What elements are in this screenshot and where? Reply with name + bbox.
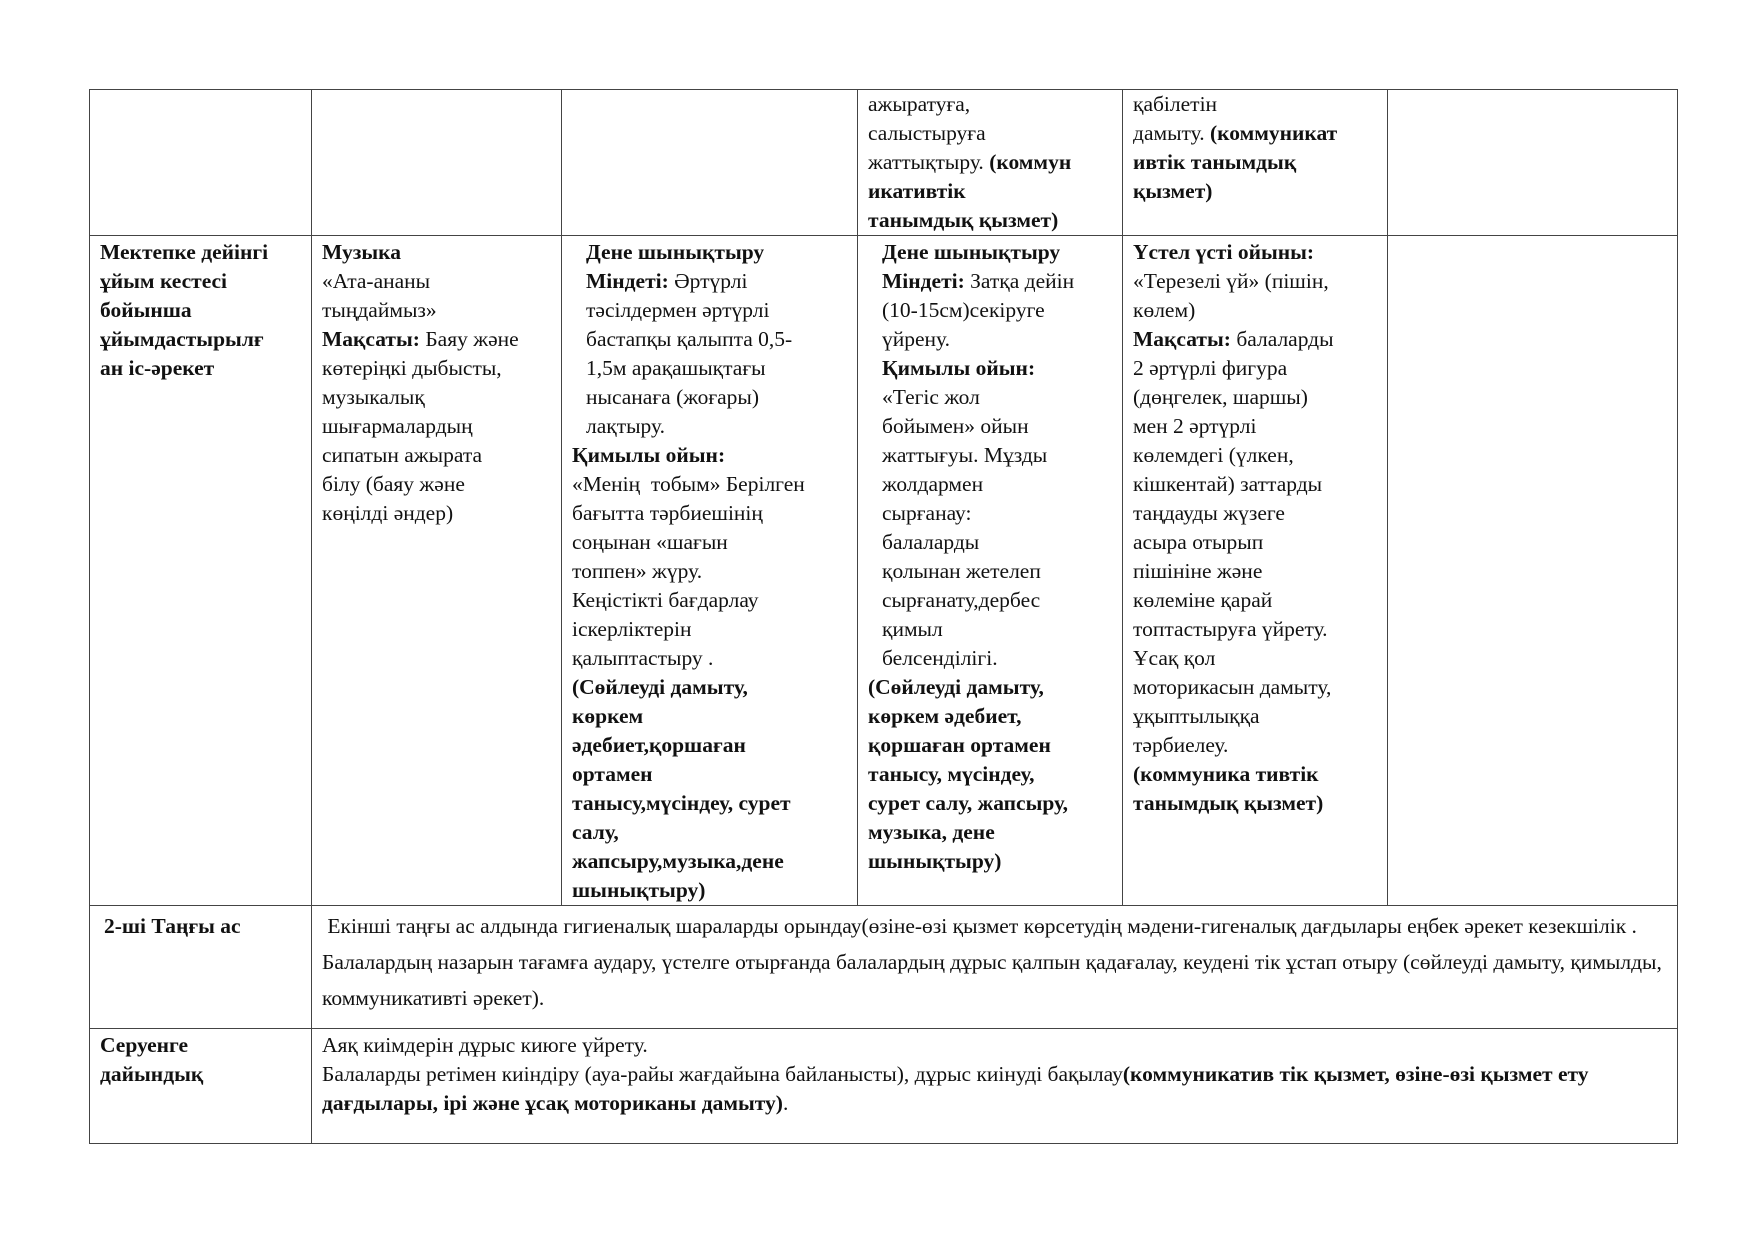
text-line: Аяқ киімдерін дұрыс киюге үйрету. <box>322 1033 648 1057</box>
text-line: асыра отырып <box>1133 530 1264 554</box>
row-header <box>90 236 312 906</box>
text-line: ұқыптылыққа <box>1133 704 1260 728</box>
bold-text: танымдық қызмет) <box>868 208 1059 232</box>
row-header <box>90 1029 312 1144</box>
row-header-line: ұйым кестесі <box>100 269 228 293</box>
text-line: тыңдаймыз» <box>322 298 437 322</box>
text-line: қабілетін <box>1133 92 1218 116</box>
goal-label: Мақсаты: <box>1133 327 1231 351</box>
text-line: қолынан жетелеп <box>882 559 1041 583</box>
text-line: іскерліктерін <box>572 617 692 641</box>
text-line: балаларды <box>1236 327 1334 351</box>
bold-text: (коммуникат <box>1210 121 1338 145</box>
activity-title: Дене шынықтыру <box>586 240 765 264</box>
bold-text: (коммун <box>989 150 1072 174</box>
text-line: салыстыруға <box>868 121 986 145</box>
text-line: бағытта тәрбиешінің <box>572 501 763 525</box>
text-line: музыкалық <box>322 385 425 409</box>
table-cell <box>1123 90 1388 236</box>
activity-title: Музыка <box>322 240 401 264</box>
bold-text: ивтік танымдық <box>1133 150 1297 174</box>
text-line: жаттықтыру. <box>868 150 990 174</box>
table-row <box>90 236 1678 906</box>
row-header-line: ұйымдастырылғ <box>100 327 264 351</box>
bold-text: сурет салу, жапсыру, <box>868 791 1069 815</box>
bold-text: музыка, дене <box>868 820 995 844</box>
schedule-table <box>89 89 1678 1144</box>
table-cell <box>90 90 312 236</box>
bold-text: (коммуника тивтік <box>1133 762 1319 786</box>
text-line: (10-15см)секіруге <box>882 298 1045 322</box>
music-cell <box>312 236 562 906</box>
game-label: Қимылы ойын: <box>572 443 726 467</box>
text-line: тәсілдермен әртүрлі <box>586 298 770 322</box>
text-line: белсенділігі. <box>882 646 998 670</box>
text-line: көлем) <box>1133 298 1196 322</box>
text-line: . <box>782 1091 789 1115</box>
row-header-text: 2-ші Таңғы ас <box>104 914 241 938</box>
table-row <box>90 90 1678 236</box>
table-cell <box>312 90 562 236</box>
bold-text: шынықтыру) <box>572 878 706 902</box>
text-line: «Тегіс жол <box>882 385 980 409</box>
text-line: көңілді әндер) <box>322 501 454 525</box>
breakfast-text: Екінші таңғы ас алдында гигиеналық шараларды орындау(өзіне-өзі қызмет көрсетудің мәдени-гигеналық дағдылары еңбек әрекет кезекшілік . Балалардың назарын тағамға аудару, үстелге отырғанда балалардың дұрыс қалпын қадағалау, кеудені тік ұстап отыру (сөйлеуді дамыту, қимылды, коммуникативті әрекет). <box>322 914 1668 1010</box>
table-row <box>90 906 1678 1029</box>
text-line: қимыл <box>882 617 943 641</box>
text-line: Ұсақ қол <box>1133 646 1216 670</box>
bold-text: ортамен <box>572 762 653 786</box>
bold-text: танымдық қызмет) <box>1133 791 1324 815</box>
pe-cell <box>858 236 1123 906</box>
table-cell <box>1388 236 1678 906</box>
breakfast-cell <box>312 906 1678 1029</box>
table-cell <box>858 90 1123 236</box>
row-header-line: дайындық <box>100 1062 204 1086</box>
bold-text: салу, <box>572 820 619 844</box>
text-line: соңынан «шағын <box>572 530 728 554</box>
text-line: тәрбиелеу. <box>1133 733 1229 757</box>
text-line: жолдармен <box>882 472 984 496</box>
row-header-line: Мектепке дейінгі <box>100 240 269 264</box>
text-line: үйрену. <box>882 327 951 351</box>
text-line: бойымен» ойын <box>882 414 1029 438</box>
table-cell <box>1388 90 1678 236</box>
bold-text: әдебиет,қоршаған <box>572 733 746 757</box>
bold-text: қызмет) <box>1133 179 1213 203</box>
activity-title: Дене шынықтыру <box>882 240 1061 264</box>
text-line: (дөңгелек, шаршы) <box>1133 385 1308 409</box>
text-line: сырғанату,дербес <box>882 588 1041 612</box>
text-line: қалыптастыру . <box>572 646 714 670</box>
task-label: Міндеті: <box>882 269 965 293</box>
bold-text: (Сөйлеуді дамыту, <box>572 675 748 699</box>
text-line: Әртүрлі <box>674 269 748 293</box>
text-line: сипатын ажырата <box>322 443 483 467</box>
table-cell <box>562 90 858 236</box>
text-line: «Ата-ананы <box>322 269 431 293</box>
text-line: көлеміне қарай <box>1133 588 1273 612</box>
text-line: топпен» жүру. <box>572 559 703 583</box>
text-line: сырғанау: <box>882 501 972 525</box>
text-line: көтеріңкі дыбысты, <box>322 356 502 380</box>
text-line: мен 2 әртүрлі <box>1133 414 1257 438</box>
bold-text: танысу, мүсіндеу, <box>868 762 1035 786</box>
text-line: көлемдегі (үлкен, <box>1133 443 1294 467</box>
row-header-line: ан іс-әрекет <box>100 356 215 380</box>
text-line: моторикасын дамыту, <box>1133 675 1332 699</box>
text-line: 2 әртүрлі фигура <box>1133 356 1288 380</box>
row-header-line: Серуенге <box>100 1033 189 1057</box>
text-line: шығармалардың <box>322 414 473 438</box>
text-line: ажыратуға, <box>868 92 971 116</box>
bold-text: көркем <box>572 704 644 728</box>
text-line: «Менің тобым» Берілген <box>572 472 805 496</box>
bold-text: (Сөйлеуді дамыту, <box>868 675 1044 699</box>
pe-cell <box>562 236 858 906</box>
table-game-cell <box>1123 236 1388 906</box>
task-label: Міндеті: <box>586 269 669 293</box>
text-line: дамыту. <box>1133 121 1210 145</box>
game-label: Қимылы ойын: <box>882 356 1036 380</box>
text-line: нысанаға (жоғары) <box>586 385 760 409</box>
text-line: Затқа дейін <box>970 269 1075 293</box>
bold-text: танысу,мүсіндеу, сурет <box>572 791 791 815</box>
text-line: пішініне және <box>1133 559 1263 583</box>
text-line: Балаларды ретімен киіндіру (ауа-райы жағдайына байланысты), дұрыс киінуді бақылау <box>322 1062 1123 1086</box>
text-line: білу (баяу және <box>322 472 465 496</box>
text-line: бастапқы қалыпта 0,5- <box>586 327 793 351</box>
bold-text: көркем әдебиет, <box>868 704 1022 728</box>
bold-text: қоршаған ортамен <box>868 733 1051 757</box>
row-header-line: бойынша <box>100 298 192 322</box>
bold-text: икативтік <box>868 179 966 203</box>
text-line: топтастыруға үйрету. <box>1133 617 1328 641</box>
text-line: таңдауды жүзеге <box>1133 501 1285 525</box>
walk-prep-cell <box>312 1029 1678 1144</box>
text-line: 1,5м арақашықтағы <box>586 356 766 380</box>
bold-text: жапсыру,музыка,дене <box>572 849 784 873</box>
text-line: Кеңістікті бағдарлау <box>572 588 759 612</box>
table-row <box>90 1029 1678 1144</box>
goal-label: Мақсаты: <box>322 327 420 351</box>
text-line: Баяу және <box>425 327 519 351</box>
text-line: «Терезелі үй» (пішін, <box>1133 269 1329 293</box>
text-line: кішкентай) заттарды <box>1133 472 1323 496</box>
text-line: лақтыру. <box>586 414 665 438</box>
bold-text: шынықтыру) <box>868 849 1002 873</box>
activity-title: Үстел үсті ойыны: <box>1133 240 1315 264</box>
text-line: жаттығуы. Мұзды <box>882 443 1048 467</box>
text-line: балаларды <box>882 530 980 554</box>
bold-text: (коммуникатив тік қызмет, өзіне-өзі қызмет ету дағдылары, ірі және ұсақ моториканы дамыту) <box>322 1062 1589 1115</box>
row-header <box>90 906 312 1029</box>
